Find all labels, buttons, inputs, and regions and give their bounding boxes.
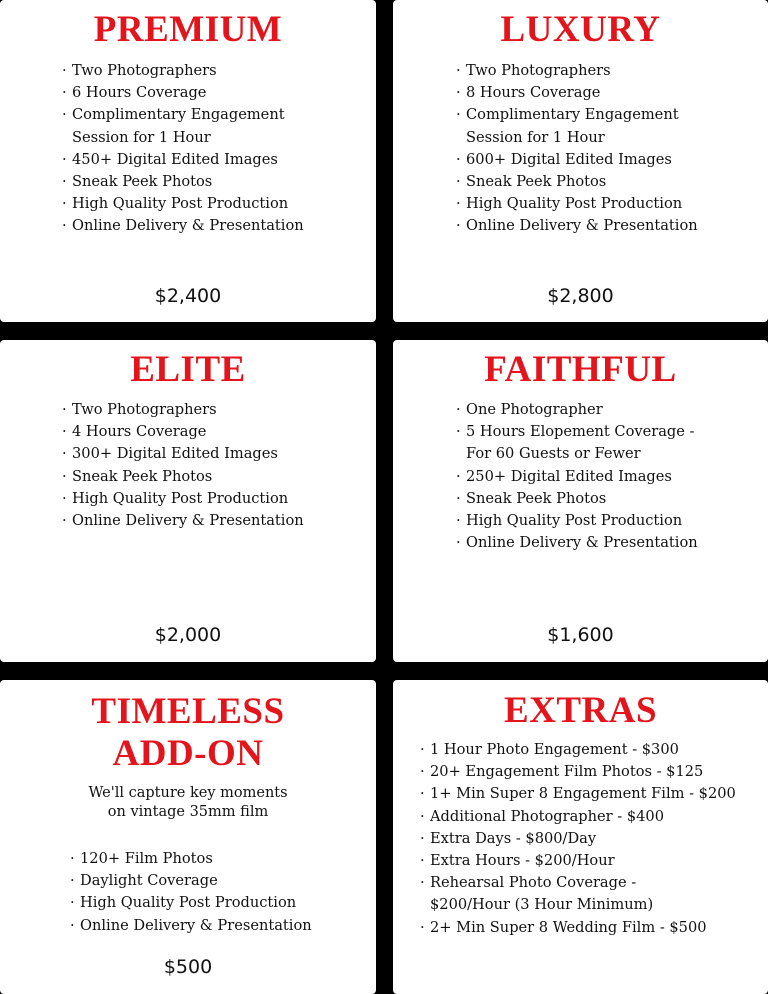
feature-text: Sneak Peek Photos [72, 173, 213, 191]
feature-text: 1+ Min Super 8 Engagement Film - $200 [430, 785, 736, 803]
elite-title: ELITE [130, 349, 246, 390]
feature-text: 6 Hours Coverage [72, 84, 207, 102]
feature-item [62, 193, 304, 215]
bullet-dot-icon: · [456, 106, 461, 124]
feature-text: Sneak Peek Photos [72, 467, 213, 485]
feature-item [62, 443, 304, 465]
feature-item [420, 917, 736, 939]
bullet-dot-icon: · [456, 512, 461, 530]
feature-text: 4 Hours Coverage [72, 423, 207, 441]
timeless-intro-line1: We'll capture key moments [88, 785, 288, 801]
feature-item [456, 488, 698, 510]
feature-text: One Photographer [466, 401, 603, 418]
bullet-dot-icon: · [62, 84, 67, 102]
feature-item [70, 892, 312, 914]
feature-text-continued: Session for 1 Hour [466, 128, 605, 146]
feature-text: Sneak Peek Photos [466, 489, 607, 507]
bullet-dot-icon: · [420, 829, 425, 847]
premium-package-card [0, 0, 376, 322]
feature-text: Extra Days - $800/Day [430, 829, 597, 847]
feature-text: High Quality Post Production [72, 195, 289, 213]
faithful-title: FAITHFUL [484, 349, 677, 390]
feature-text: High Quality Post Production [466, 195, 683, 213]
feature-text: 250+ Digital Edited Images [466, 467, 672, 485]
feature-item [62, 104, 304, 148]
bullet-dot-icon: · [62, 401, 67, 418]
feature-item [62, 488, 304, 510]
bullet-dot-icon: · [62, 173, 67, 191]
feature-text: High Quality Post Production [72, 489, 289, 507]
bullet-dot-icon: · [62, 423, 67, 441]
feature-text: 5 Hours Elopement Coverage - [466, 423, 695, 441]
bullet-dot-icon: · [62, 217, 67, 235]
bullet-dot-icon: · [456, 401, 461, 418]
feature-text: 450+ Digital Edited Images [72, 150, 278, 168]
elite-package-card [0, 340, 376, 662]
bullet-dot-icon: · [420, 918, 425, 936]
feature-text: Online Delivery & Presentation [466, 217, 698, 235]
feature-item [456, 60, 698, 82]
feature-text: Additional Photographer - $400 [430, 807, 664, 825]
feature-text: 8 Hours Coverage [466, 84, 601, 102]
timeless-addon-card [0, 680, 376, 994]
feature-item [456, 193, 698, 215]
timeless-title-line2: ADD-ON [112, 733, 264, 774]
elite-features-list [62, 399, 304, 532]
faithful-price: $1,600 [547, 624, 614, 646]
feature-item [62, 82, 304, 104]
luxury-price: $2,800 [547, 285, 614, 307]
feature-item [62, 149, 304, 171]
premium-price: $2,400 [154, 285, 222, 307]
bullet-dot-icon: · [456, 84, 461, 102]
extras-title: EXTRAS [503, 690, 658, 731]
bullet-dot-icon: · [70, 850, 75, 867]
bullet-dot-icon: · [62, 150, 67, 168]
luxury-title: LUXURY [500, 9, 661, 50]
premium-title: PREMIUM [93, 9, 283, 50]
feature-text: Online Delivery & Presentation [72, 217, 304, 235]
bullet-dot-icon: · [456, 534, 461, 552]
feature-item [456, 82, 698, 104]
faithful-package-card [393, 340, 768, 662]
feature-item [456, 421, 698, 465]
bullet-dot-icon: · [62, 467, 67, 485]
feature-text: Online Delivery & Presentation [80, 916, 312, 934]
feature-item [62, 399, 304, 421]
bullet-dot-icon: · [420, 741, 425, 758]
bullet-dot-icon: · [456, 173, 461, 191]
feature-text: 300+ Digital Edited Images [72, 445, 278, 463]
feature-item [62, 510, 304, 532]
timeless-features-list [70, 848, 312, 937]
feature-item [420, 850, 736, 872]
luxury-package-card [393, 0, 768, 322]
feature-text: Complimentary Engagement [466, 106, 679, 124]
feature-text: 1 Hour Photo Engagement - $300 [430, 741, 679, 758]
feature-text: 120+ Film Photos [80, 850, 213, 867]
feature-text: 2+ Min Super 8 Wedding Film - $500 [430, 918, 707, 936]
timeless-intro-line2: on vintage 35mm film [107, 804, 269, 820]
feature-text: Complimentary Engagement [72, 106, 285, 124]
feature-item [456, 215, 698, 237]
bullet-dot-icon: · [70, 916, 75, 934]
bullet-dot-icon: · [456, 62, 461, 79]
feature-item [420, 739, 736, 761]
luxury-features-list [456, 60, 698, 238]
timeless-title-line1: TIMELESS [91, 691, 285, 732]
bullet-dot-icon: · [62, 489, 67, 507]
feature-item [456, 532, 698, 554]
feature-item [420, 872, 736, 916]
extras-card [393, 680, 768, 994]
feature-text-continued: Session for 1 Hour [72, 128, 211, 146]
bullet-dot-icon: · [62, 445, 67, 463]
feature-item [62, 466, 304, 488]
bullet-dot-icon: · [456, 150, 461, 168]
bullet-dot-icon: · [420, 763, 425, 781]
feature-item [420, 806, 736, 828]
bullet-dot-icon: · [70, 894, 75, 912]
feature-text: Online Delivery & Presentation [466, 534, 698, 552]
bullet-dot-icon: · [456, 217, 461, 235]
feature-item [456, 510, 698, 532]
feature-text: High Quality Post Production [466, 512, 683, 530]
bullet-dot-icon: · [420, 785, 425, 803]
bullet-dot-icon: · [456, 467, 461, 485]
bullet-dot-icon: · [420, 874, 425, 892]
feature-item [62, 421, 304, 443]
feature-text: Daylight Coverage [80, 872, 218, 890]
feature-text: Online Delivery & Presentation [72, 512, 304, 530]
feature-text-continued: $200/Hour (3 Hour Minimum) [430, 896, 654, 914]
bullet-dot-icon: · [456, 423, 461, 441]
bullet-dot-icon: · [420, 852, 425, 870]
bullet-dot-icon: · [456, 195, 461, 213]
extras-features-list [420, 739, 736, 939]
feature-item [420, 828, 736, 850]
feature-text: 600+ Digital Edited Images [466, 150, 672, 168]
feature-item [70, 848, 312, 870]
feature-text: High Quality Post Production [80, 894, 297, 912]
feature-text: Two Photographers [72, 401, 217, 418]
feature-item [420, 761, 736, 783]
feature-item [70, 915, 312, 937]
bullet-dot-icon: · [62, 106, 67, 124]
feature-text: Two Photographers [466, 62, 611, 79]
elite-price: $2,000 [154, 624, 222, 646]
timeless-price: $500 [163, 956, 213, 978]
feature-item [456, 104, 698, 148]
feature-item [456, 149, 698, 171]
feature-item [420, 783, 736, 805]
bullet-dot-icon: · [62, 62, 67, 79]
premium-features-list [62, 60, 304, 238]
faithful-features-list [456, 399, 698, 554]
feature-item [62, 171, 304, 193]
feature-text: 20+ Engagement Film Photos - $125 [430, 763, 704, 781]
feature-text: Extra Hours - $200/Hour [430, 852, 615, 870]
feature-text: Rehearsal Photo Coverage - [430, 874, 637, 892]
feature-item [456, 171, 698, 193]
bullet-dot-icon: · [62, 512, 67, 530]
feature-item [456, 466, 698, 488]
feature-item [62, 215, 304, 237]
feature-item [70, 870, 312, 892]
feature-text: Sneak Peek Photos [466, 173, 607, 191]
feature-item [456, 399, 698, 421]
bullet-dot-icon: · [70, 872, 75, 890]
feature-text: Two Photographers [72, 62, 217, 79]
feature-text-continued: For 60 Guests or Fewer [466, 445, 641, 463]
bullet-dot-icon: · [420, 807, 425, 825]
bullet-dot-icon: · [456, 489, 461, 507]
feature-item [62, 60, 304, 82]
bullet-dot-icon: · [62, 195, 67, 213]
